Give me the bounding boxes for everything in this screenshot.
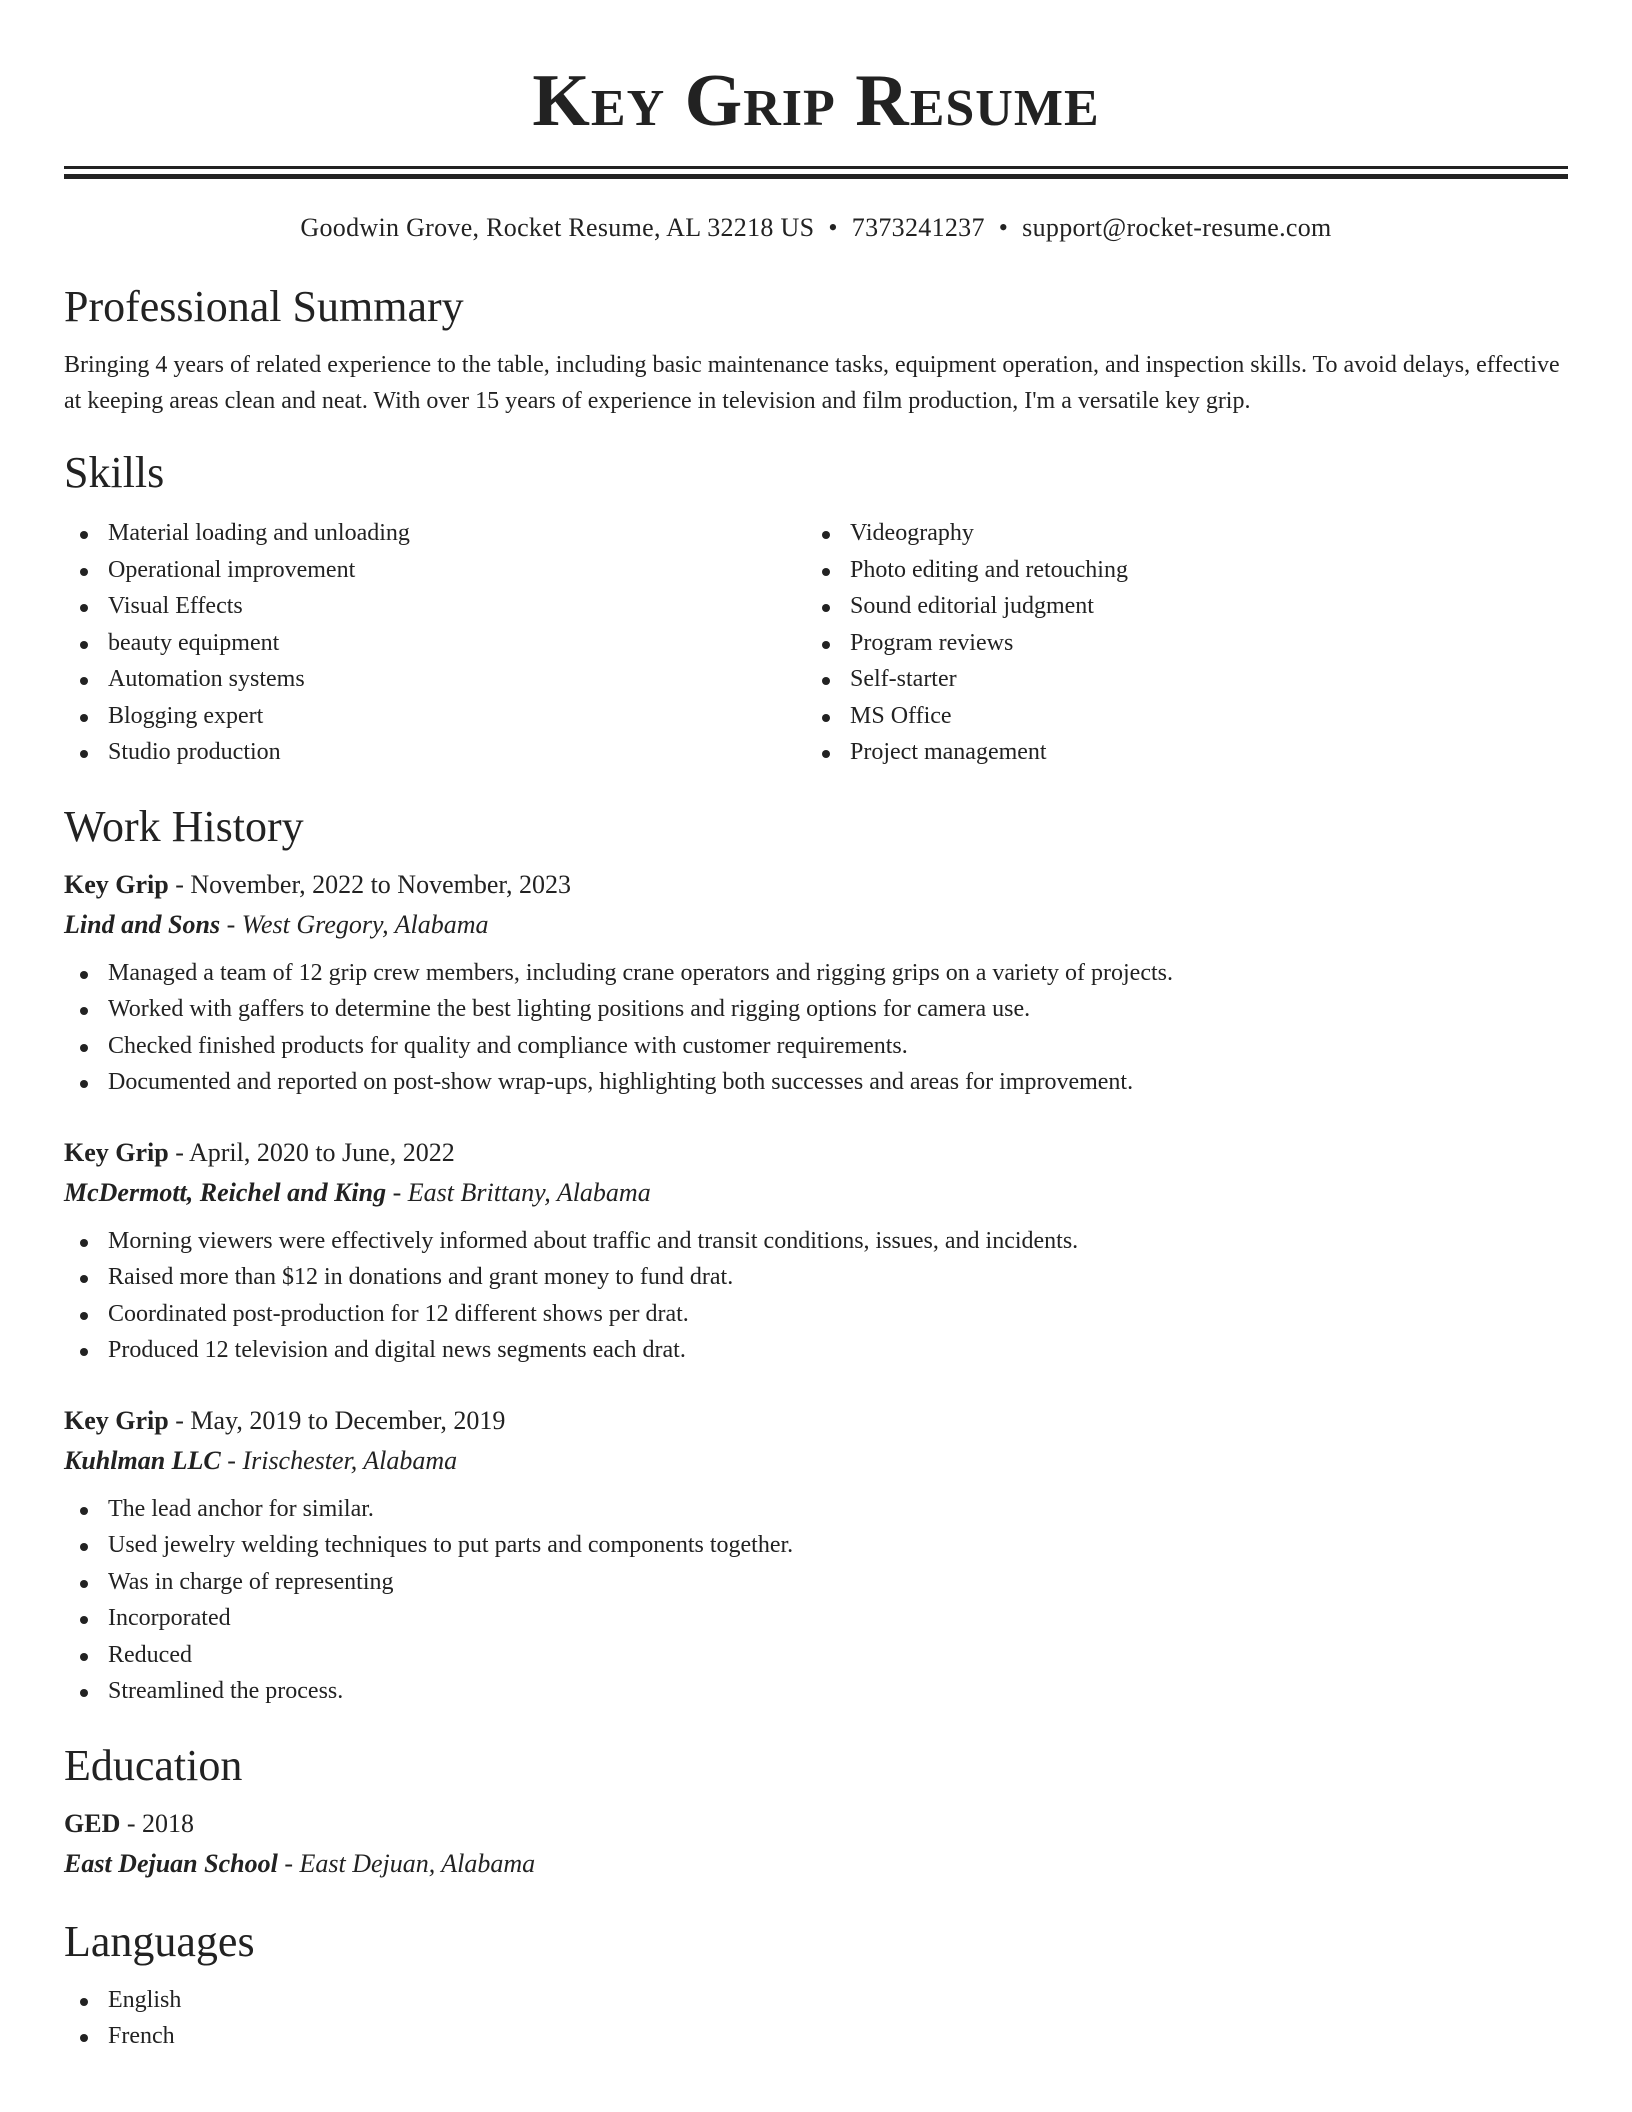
list-item: Used jewelry welding techniques to put parts and components together. xyxy=(64,1527,1568,1564)
education-school: East Dejuan School xyxy=(64,1848,278,1878)
languages-heading: Languages xyxy=(64,1916,255,1966)
language-item: English xyxy=(64,1982,1568,2019)
education-location: - East Dejuan, Alabama xyxy=(277,1848,536,1878)
skills-section xyxy=(64,445,1568,771)
list-item: Worked with gaffers to determine the best lighting positions and rigging options for camera use. xyxy=(64,991,1568,1028)
skill-item: Studio production xyxy=(64,734,806,771)
skill-item: Blogging expert xyxy=(64,698,806,735)
education-entry xyxy=(64,1804,1568,1884)
contact-line xyxy=(64,211,1568,245)
list-item: Documented and reported on post-show wrap-ups, highlighting both successes and areas for improvement. xyxy=(64,1064,1568,1101)
job-entry xyxy=(64,1133,1568,1369)
list-item: Checked finished products for quality and compliance with customer requirements. xyxy=(64,1028,1568,1065)
education-degree: GED xyxy=(64,1808,121,1838)
job-title: Key Grip xyxy=(64,869,169,899)
skill-item: Material loading and unloading xyxy=(64,515,806,552)
job-header xyxy=(64,1401,1568,1441)
job-title: Key Grip xyxy=(64,1405,169,1435)
summary-heading: Professional Summary xyxy=(64,282,464,331)
job-bullet-list xyxy=(64,1491,1568,1710)
work-history-heading: Work History xyxy=(64,801,304,851)
list-item: The lead anchor for similar. xyxy=(64,1491,1568,1528)
education-institution xyxy=(64,1844,1568,1884)
summary-section xyxy=(64,279,1568,419)
job-dates: - May, 2019 to December, 2019 xyxy=(168,1405,506,1435)
resume-page xyxy=(64,0,1568,2055)
skill-item: Photo editing and retouching xyxy=(806,552,1548,589)
skill-item: Automation systems xyxy=(64,661,806,698)
job-entry xyxy=(64,1401,1568,1710)
summary-text: Bringing 4 years of related experience to the table, including basic maintenance tasks, equipment operation, and inspection skills. To avoid delays, effective at keeping areas clean and neat. With over 15 years of experience in television and film production, I'm a versatile key grip. xyxy=(64,352,1560,414)
contact-email: support@rocket-resume.com xyxy=(1022,213,1332,242)
list-item: Streamlined the process. xyxy=(64,1673,1568,1710)
title-rule-bottom xyxy=(64,174,1568,179)
skill-item: Program reviews xyxy=(806,625,1548,662)
list-item: Was in charge of representing xyxy=(64,1564,1568,1601)
job-location: - West Gregory, Alabama xyxy=(220,909,489,939)
job-dates: - November, 2022 to November, 2023 xyxy=(168,869,571,899)
skills-list-right xyxy=(806,515,1548,771)
education-header xyxy=(64,1804,1568,1844)
work-history-section xyxy=(64,799,1568,1710)
list-item: Managed a team of 12 grip crew members, including crane operators and rigging grips on a variety of projects. xyxy=(64,955,1568,992)
education-heading: Education xyxy=(64,1740,243,1790)
list-item: Raised more than $12 in donations and grant money to fund drat. xyxy=(64,1259,1568,1296)
skill-item: Self-starter xyxy=(806,661,1548,698)
skill-item: Operational improvement xyxy=(64,552,806,589)
job-employer xyxy=(64,1173,1568,1213)
languages-section xyxy=(64,1914,1568,2055)
job-bullet-list xyxy=(64,1223,1568,1369)
contact-phone: 7373241237 xyxy=(851,213,985,242)
job-header xyxy=(64,865,1568,905)
contact-separator: • xyxy=(998,213,1009,242)
languages-list xyxy=(64,1982,1568,2055)
education-year: - 2018 xyxy=(120,1808,195,1838)
language-item: French xyxy=(64,2018,1568,2055)
skills-heading: Skills xyxy=(64,448,165,497)
list-item: Produced 12 television and digital news segments each drat. xyxy=(64,1332,1568,1369)
contact-address: Goodwin Grove, Rocket Resume, AL 32218 US xyxy=(300,213,815,242)
education-section xyxy=(64,1738,1568,1884)
job-entry xyxy=(64,865,1568,1101)
list-item: Reduced xyxy=(64,1637,1568,1674)
list-item: Coordinated post-production for 12 different shows per drat. xyxy=(64,1296,1568,1333)
job-company: McDermott, Reichel and King xyxy=(64,1177,387,1207)
contact-separator: • xyxy=(828,213,838,242)
job-dates: - April, 2020 to June, 2022 xyxy=(168,1137,455,1167)
skills-list-left xyxy=(64,515,806,771)
resume-title: Key Grip Resume xyxy=(532,60,1100,142)
skill-item: Visual Effects xyxy=(64,588,806,625)
job-company: Kuhlman LLC xyxy=(64,1445,221,1475)
skills-columns xyxy=(64,515,1568,771)
job-title: Key Grip xyxy=(64,1137,169,1167)
job-location: - Irischester, Alabama xyxy=(220,1445,458,1475)
skill-item: Sound editorial judgment xyxy=(806,588,1548,625)
job-company: Lind and Sons xyxy=(64,909,221,939)
job-employer xyxy=(64,1441,1568,1481)
skill-item: Project management xyxy=(806,734,1548,771)
job-bullet-list xyxy=(64,955,1568,1101)
job-header xyxy=(64,1133,1568,1173)
job-employer xyxy=(64,905,1568,945)
job-location: - East Brittany, Alabama xyxy=(386,1177,651,1207)
skill-item: beauty equipment xyxy=(64,625,806,662)
list-item: Morning viewers were effectively informed about traffic and transit conditions, issues, and incidents. xyxy=(64,1223,1568,1260)
skill-item: MS Office xyxy=(806,698,1548,735)
title-rule-top xyxy=(64,166,1568,169)
list-item: Incorporated xyxy=(64,1600,1568,1637)
skill-item: Videography xyxy=(806,515,1548,552)
